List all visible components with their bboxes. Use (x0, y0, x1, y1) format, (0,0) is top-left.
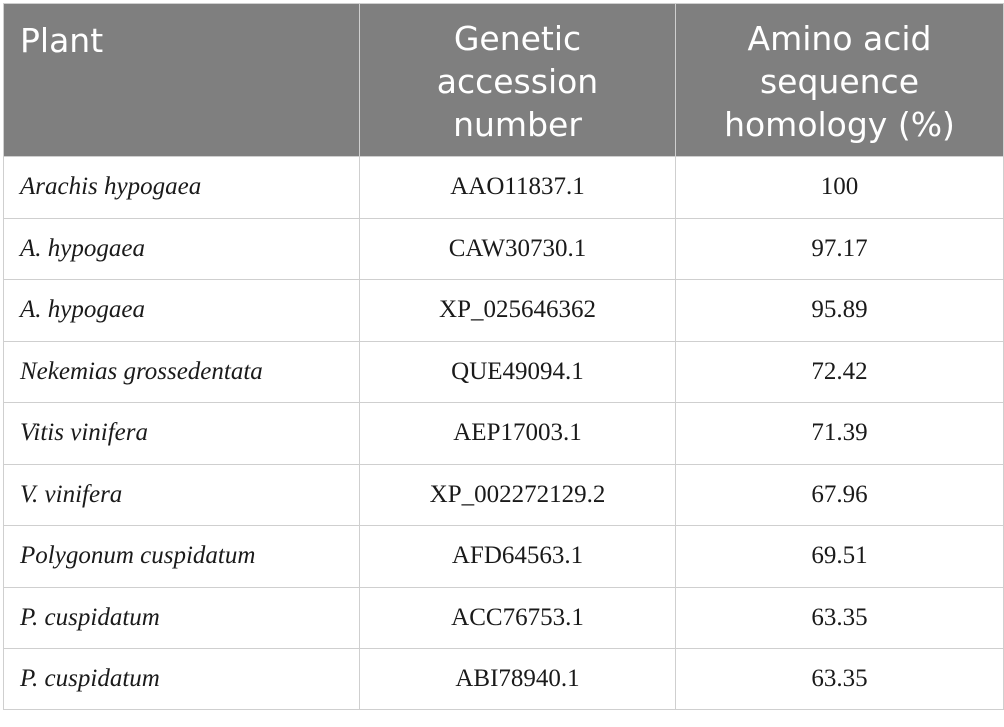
table-row (4, 341, 1004, 403)
cell-accession: XP_002272129.2 (360, 464, 676, 526)
cell-homology: 72.42 (676, 341, 1004, 403)
cell-accession: AAO11837.1 (360, 157, 676, 219)
cell-plant: P. cuspidatum (4, 587, 360, 649)
table-row (4, 649, 1004, 710)
cell-plant: Vitis vinifera (4, 403, 360, 465)
cell-plant: A. hypogaea (4, 218, 360, 280)
cell-accession: AEP17003.1 (360, 403, 676, 465)
cell-accession: QUE49094.1 (360, 341, 676, 403)
homology-table (3, 3, 1004, 710)
cell-plant: V. vinifera (4, 464, 360, 526)
cell-plant: Polygonum cuspidatum (4, 526, 360, 588)
table-row (4, 218, 1004, 280)
cell-homology: 63.35 (676, 587, 1004, 649)
cell-homology: 67.96 (676, 464, 1004, 526)
cell-accession: ACC76753.1 (360, 587, 676, 649)
table-row (4, 280, 1004, 342)
cell-homology: 69.51 (676, 526, 1004, 588)
cell-plant: Nekemias grossedentata (4, 341, 360, 403)
header-row (4, 4, 1004, 157)
table-row (4, 526, 1004, 588)
table-body (4, 157, 1004, 710)
table-row (4, 403, 1004, 465)
cell-homology: 97.17 (676, 218, 1004, 280)
cell-accession: AFD64563.1 (360, 526, 676, 588)
cell-plant: Arachis hypogaea (4, 157, 360, 219)
cell-accession: ABI78940.1 (360, 649, 676, 710)
header-homology: Amino acid sequence homology (%) (676, 4, 1004, 157)
cell-plant: A. hypogaea (4, 280, 360, 342)
header-plant: Plant (4, 4, 360, 157)
cell-homology: 63.35 (676, 649, 1004, 710)
header-accession: Genetic accession number (360, 4, 676, 157)
cell-homology: 100 (676, 157, 1004, 219)
cell-accession: CAW30730.1 (360, 218, 676, 280)
cell-plant: P. cuspidatum (4, 649, 360, 710)
table-row (4, 157, 1004, 219)
table-header (4, 4, 1004, 157)
cell-homology: 71.39 (676, 403, 1004, 465)
table-row (4, 587, 1004, 649)
cell-accession: XP_025646362 (360, 280, 676, 342)
cell-homology: 95.89 (676, 280, 1004, 342)
table-row (4, 464, 1004, 526)
